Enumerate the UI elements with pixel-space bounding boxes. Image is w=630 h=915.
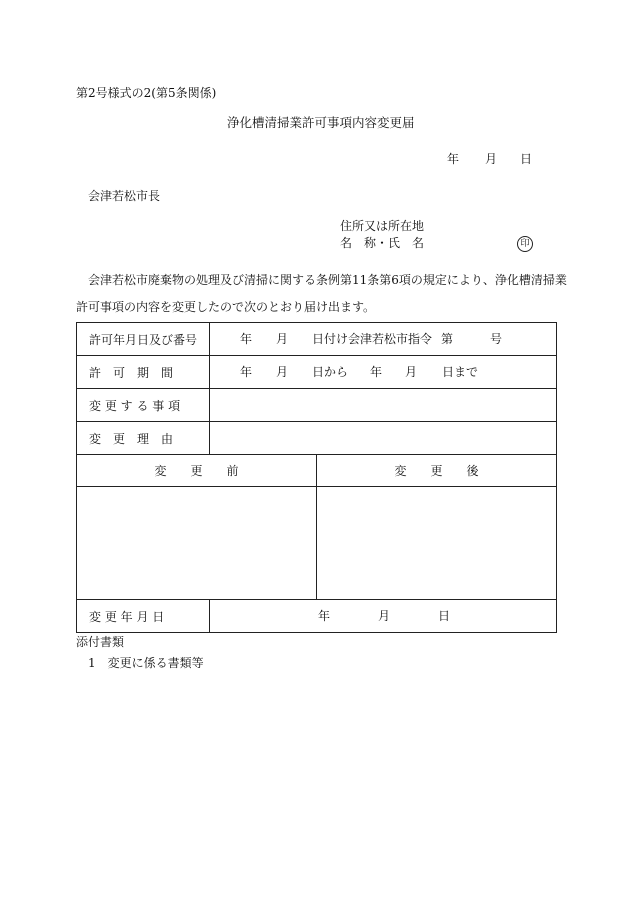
addressee: 会津若松市長 [88,189,161,203]
row-before-after-header [77,455,557,487]
period-year2-label: 年 [370,365,383,379]
period-year-label: 年 [240,365,253,379]
row-change-reason [77,422,557,455]
row-before-after-content [77,487,557,600]
period-month-label: 月 [276,365,289,379]
period-from-label: 日から [312,365,349,379]
date-day-label: 日 [520,152,533,166]
date-year-label: 年 [447,152,460,166]
period-until-label: 日まで [442,365,479,379]
permit-period-label: 許 可 期 間 [77,356,210,389]
permit-directive-label: 日付け会津若松市指令 [312,332,433,346]
permit-date-number-label: 許可年月日及び番号 [77,323,210,356]
row-permit-period [77,356,557,389]
change-notification-table [76,322,557,633]
before-content-field[interactable] [77,487,317,600]
applicant-address-label: 住所又は所在地 [340,219,425,233]
permit-period-field[interactable] [210,356,557,389]
change-item-label: 変 更 す る 事 項 [77,389,210,422]
row-permit-date-number [77,323,557,356]
date-month-label: 月 [485,152,498,166]
seal-icon [517,235,533,252]
body-text-line-1: 会津若松市廃棄物の処理及び清掃に関する条例第11条第6項の規定により、浄化槽清掃業 [88,273,567,287]
applicant-name-label: 名 称・氏 名 [340,236,425,250]
form-number: 第2号様式の2(第5条関係) [76,86,217,100]
row-change-date [77,600,557,633]
after-header: 変 更 後 [317,455,557,487]
change-date-year-label: 年 [318,609,331,623]
document-title: 浄化槽清掃業許可事項内容変更届 [227,115,415,130]
after-content-field[interactable] [317,487,557,600]
period-month2-label: 月 [405,365,418,379]
change-date-month-label: 月 [378,609,391,623]
permit-dai-label: 第 [441,332,454,346]
change-date-day-label: 日 [438,609,451,623]
before-header: 変 更 前 [77,455,317,487]
change-reason-field[interactable] [210,422,557,455]
attachment-item: 1 変更に係る書類等 [88,656,204,670]
change-date-label: 変 更 年 月 日 [77,600,210,633]
attachments-heading: 添付書類 [76,635,125,649]
change-item-field[interactable] [210,389,557,422]
permit-date-number-field[interactable] [210,323,557,356]
row-change-item [77,389,557,422]
permit-year-label: 年 [240,332,253,346]
permit-month-label: 月 [276,332,289,346]
change-date-field[interactable] [210,600,557,633]
permit-go-label: 号 [490,332,503,346]
body-text-line-2: 許可事項の内容を変更したので次のとおり届け出ます。 [76,300,376,314]
seal-mark: 印 [517,236,533,252]
change-reason-label: 変 更 理 由 [77,422,210,455]
